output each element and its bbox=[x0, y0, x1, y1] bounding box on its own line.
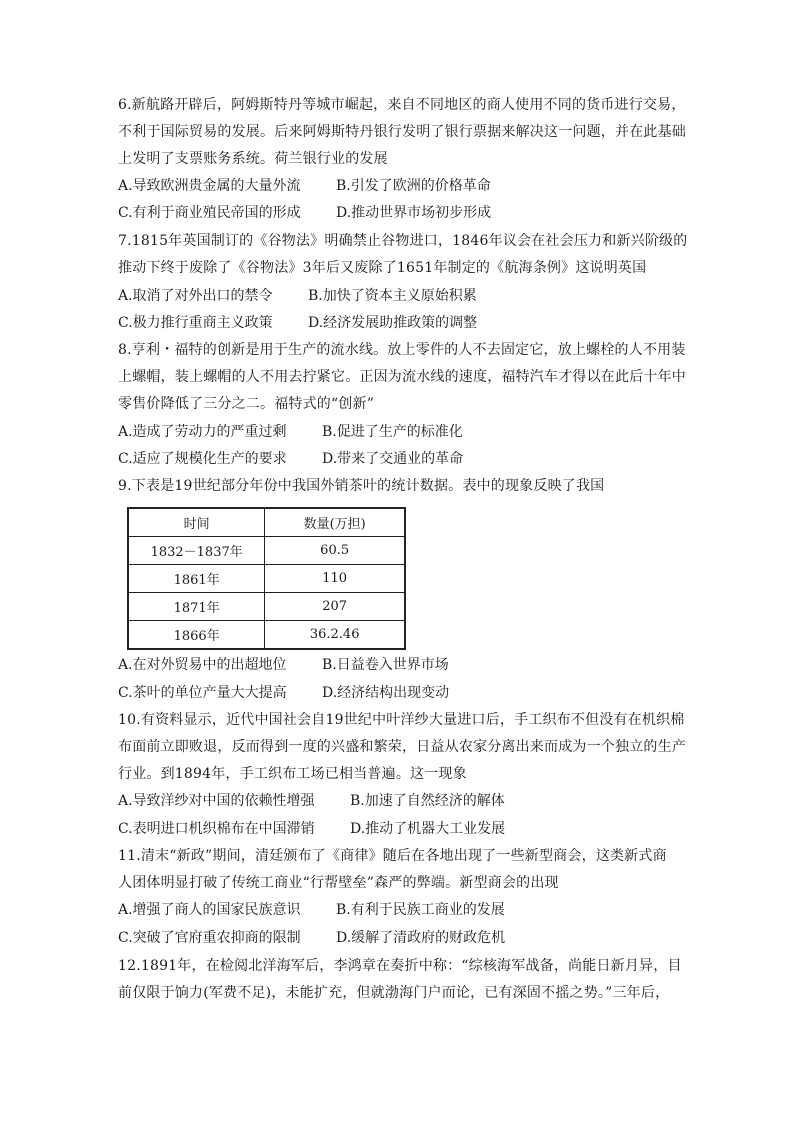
table-row bbox=[128, 593, 405, 621]
q6-stem-line-3: 上发明了支票账务系统。荷兰银行业的发展 bbox=[118, 151, 388, 167]
q11-stem-line-1: 11.清末“新政”期间，清廷颁布了《商律》随后在各地出现了一些新型商会，这类新式商 bbox=[118, 848, 667, 864]
q9-option-a: A.在对外贸易中的出超地位 bbox=[118, 657, 287, 673]
q11-option-c: C.突破了官府重农抑商的限制 bbox=[118, 930, 301, 946]
q10-stem-line-2: 布面前立即败退，反而得到一度的兴盛和繁荣，日益从农家分离出来而成为一个独立的生产 bbox=[118, 739, 686, 755]
q10-option-d: D.推动了机器大工业发展 bbox=[350, 821, 506, 837]
q9-option-d: D.经济结构出现变动 bbox=[322, 685, 450, 701]
q10-stem-line-3: 行业。到1894年，手工织布工场已相当普遍。这一现象 bbox=[118, 766, 467, 782]
q7-option-b: B.加快了资本主义原始积累 bbox=[308, 288, 477, 304]
q10-stem-line-1: 10.有资料显示，近代中国社会自19世纪中叶洋纱大量进口后，手工织布不但没有在机织棉 bbox=[118, 712, 685, 728]
table-header-time: 时间 bbox=[128, 508, 265, 537]
q6-option-a: A.导致欧洲贵金属的大量外流 bbox=[118, 178, 301, 194]
table-header-row bbox=[128, 508, 405, 537]
q8-stem-line-1: 8.亨利・福特的创新是用于生产的流水线。放上零件的人不去固定它，放上螺栓的人不用装 bbox=[118, 342, 686, 358]
q7-option-d: D.经济发展助推政策的调整 bbox=[308, 315, 478, 331]
q12-stem-line-1: 12.1891年，在检阅北洋海军后，李鸿章在奏折中称：“综核海军战备，尚能日新月异，目 bbox=[118, 958, 682, 974]
table-cell-year: 1871年 bbox=[128, 593, 265, 621]
q11-stem-line-2: 人团体明显打破了传统工商业“行帮壁垒”森严的弊端。新型商会的出现 bbox=[118, 875, 559, 891]
q8-option-b: B.促进了生产的标准化 bbox=[322, 424, 463, 440]
q10-option-a: A.导致洋纱对中国的依赖性增强 bbox=[118, 793, 315, 809]
q10-option-b: B.加速了自然经济的解体 bbox=[350, 793, 505, 809]
q8-stem-line-3: 零售价降低了三分之二。福特式的“创新” bbox=[118, 396, 375, 412]
q11-option-d: D.缓解了清政府的财政危机 bbox=[336, 930, 506, 946]
q7-stem-line-2: 推动下终于废除了《谷物法》3年后又废除了1651年制定的《航海条例》这说明英国 bbox=[118, 260, 647, 276]
table-row bbox=[128, 621, 405, 650]
q10-option-c: C.表明进口机织棉布在中国滞销 bbox=[118, 821, 315, 837]
table-cell-year: 1861年 bbox=[128, 565, 265, 593]
q11-option-b: B.有利于民族工商业的发展 bbox=[336, 902, 505, 918]
q6-stem-line-1: 6.新航路开辟后，阿姆斯特丹等城市崛起，来自不同地区的商人使用不同的货币进行交易， bbox=[118, 97, 686, 113]
table-cell-quantity: 36.2.46 bbox=[265, 621, 405, 650]
q9-option-c: C.茶叶的单位产量大大提高 bbox=[118, 685, 287, 701]
q9-stem-line-1: 9.下表是19世纪部分年份中我国外销茶叶的统计数据。表中的现象反映了我国 bbox=[118, 478, 605, 494]
q9-option-b: B.日益卷入世界市场 bbox=[322, 657, 449, 673]
q8-option-c: C.适应了规模化生产的要求 bbox=[118, 451, 287, 467]
q6-option-d: D.推动世界市场初步形成 bbox=[336, 205, 492, 221]
q6-stem-line-2: 不利于国际贸易的发展。后来阿姆斯特丹银行发明了银行票据来解决这一问题，并在此基础 bbox=[118, 124, 686, 140]
q6-option-b: B.引发了欧洲的价格革命 bbox=[336, 178, 491, 194]
q8-option-a: A.造成了劳动力的严重过剩 bbox=[118, 424, 287, 440]
table-cell-quantity: 110 bbox=[265, 565, 405, 593]
table-header-quantity: 数量(万担) bbox=[265, 508, 405, 537]
q11-option-a: A.增强了商人的国家民族意识 bbox=[118, 902, 301, 918]
q7-option-c: C.极力推行重商主义政策 bbox=[118, 315, 273, 331]
tea-export-table bbox=[127, 507, 406, 650]
q7-stem-line-1: 7.1815年英国制订的《谷物法》明确禁止谷物进口，1846年议会在社会压力和新兴阶级的 bbox=[118, 233, 688, 249]
q6-option-c: C.有利于商业殖民帝国的形成 bbox=[118, 205, 301, 221]
q8-stem-line-2: 上螺帽，装上螺帽的人不用去拧紧它。正因为流水线的速度，福特汽车才得以在此后十年中 bbox=[118, 369, 686, 385]
table-row bbox=[128, 537, 405, 565]
table-row bbox=[128, 565, 405, 593]
q7-option-a: A.取消了对外出口的禁令 bbox=[118, 288, 273, 304]
table-cell-quantity: 207 bbox=[265, 593, 405, 621]
q12-stem-line-2: 前仅限于饷力(军费不足)，未能扩充，但就渤海门户而论，已有深固不摇之势。”三年后， bbox=[118, 985, 670, 1001]
table-cell-year: 1866年 bbox=[128, 621, 265, 650]
q8-option-d: D.带来了交通业的革命 bbox=[322, 451, 464, 467]
table-cell-year: 1832－1837年 bbox=[128, 537, 265, 565]
table-cell-quantity: 60.5 bbox=[265, 537, 405, 565]
